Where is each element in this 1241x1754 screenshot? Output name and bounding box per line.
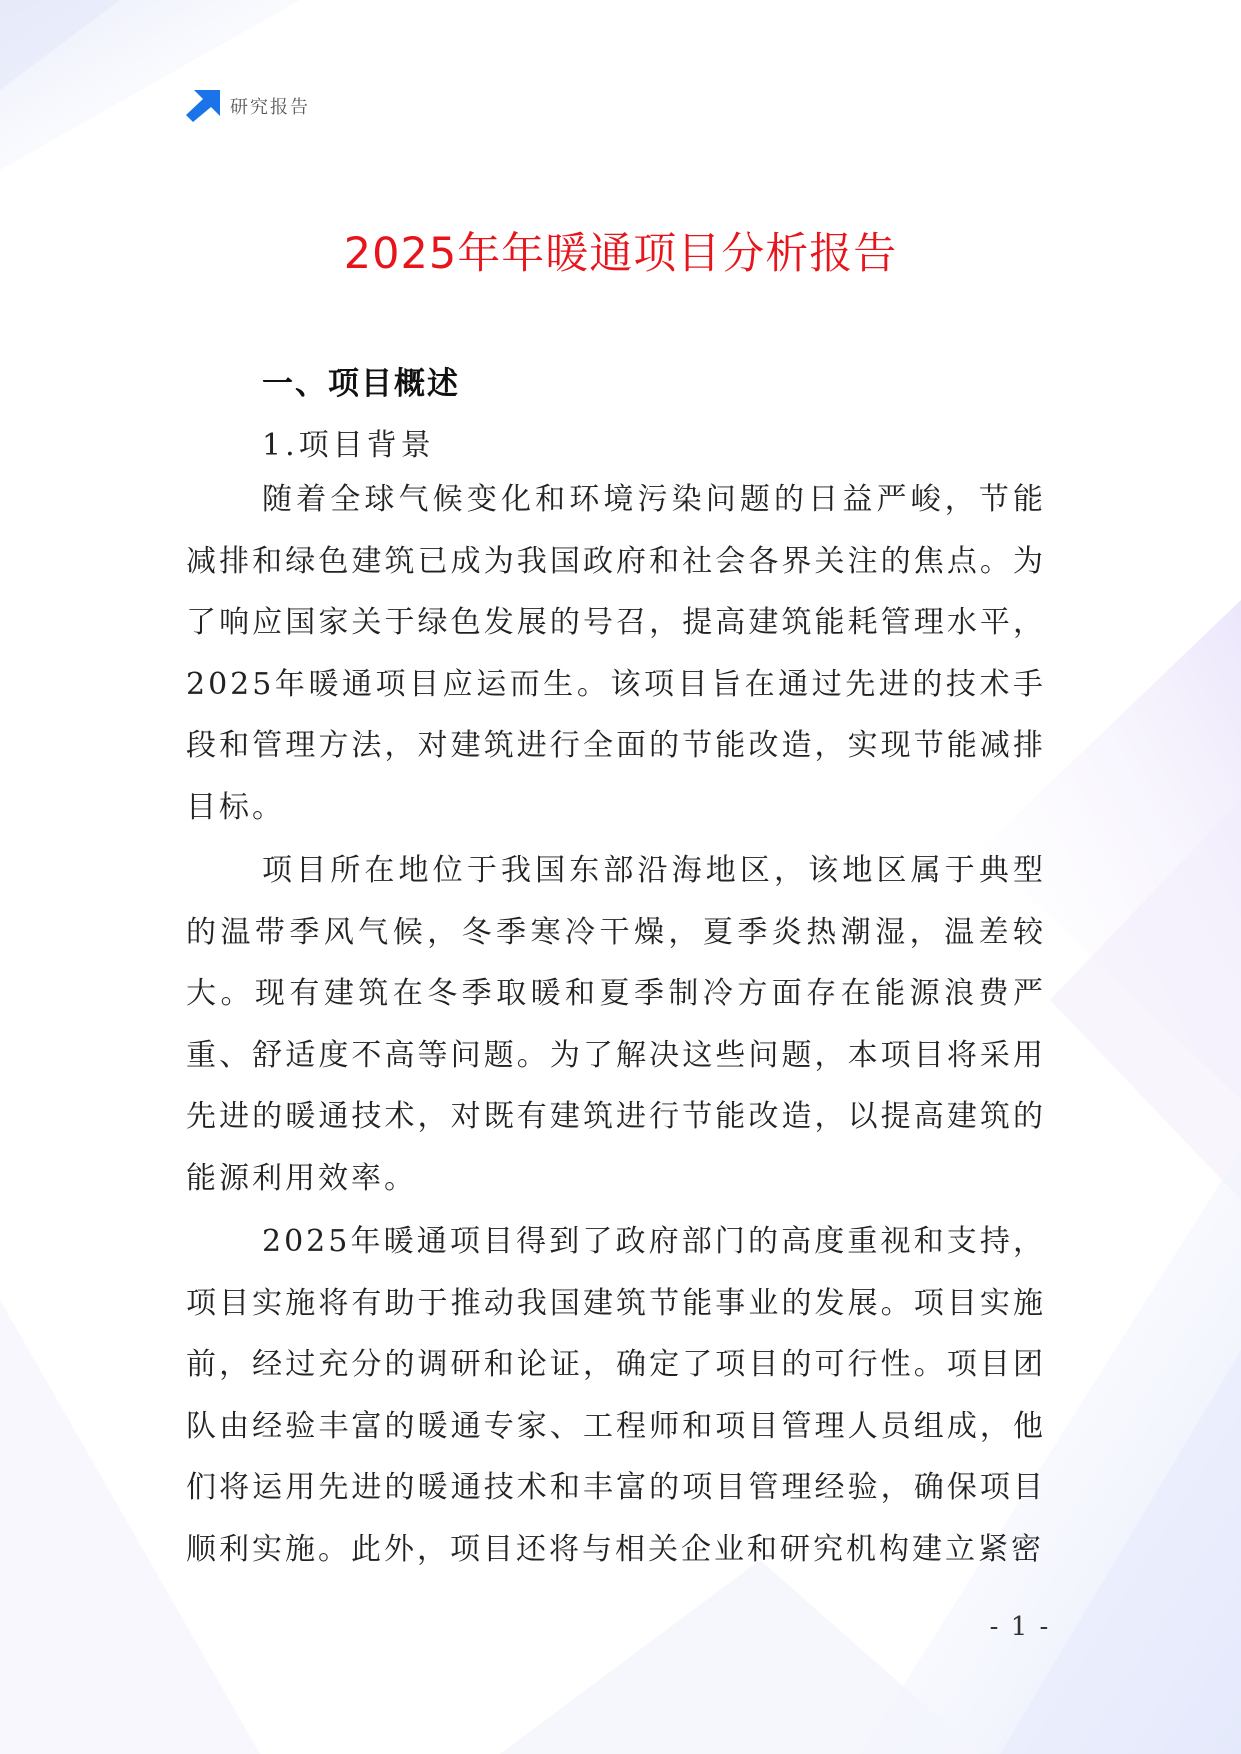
paragraph: 项目所在地位于我国东部沿海地区，该地区属于典型的温带季风气候，冬季寒冷干燥，夏季炎热潮湿，温差较大。现有建筑在冬季取暖和夏季制冷方面存在能源浪费严重、舒适度不高等问题。为了解决这些问题，本项目将采用先进的暖通技术，对既有建筑进行节能改造，以提高建筑的能源利用效率。	[186, 853, 1046, 1196]
paragraph: 随着全球气候变化和环境污染问题的日益严峻，节能减排和绿色建筑已成为我国政府和社会各界关注的焦点。为了响应国家关于绿色发展的号召，提高建筑能耗管理水平，2025年暖通项目应运而生。该项目旨在通过先进的技术手段和管理方法，对建筑进行全面的节能改造，实现节能减排目标。	[186, 482, 1046, 825]
sub-heading: 1.项目背景	[262, 428, 435, 463]
section-heading: 一、项目概述	[262, 366, 460, 402]
arrow-up-right-icon	[186, 90, 220, 122]
document-title: 2025年年暖通项目分析报告	[343, 229, 898, 279]
page-number: - 1 -	[989, 1612, 1051, 1642]
body-text	[186, 469, 1046, 1582]
header	[186, 90, 310, 122]
header-label: 研究报告	[230, 97, 310, 118]
paragraph: 2025年暖通项目得到了政府部门的高度重视和支持，项目实施将有助于推动我国建筑节能事业的发展。项目实施前，经过充分的调研和论证，确定了项目的可行性。项目团队由经验丰富的暖通专家、工程师和项目管理人员组成，他们将运用先进的暖通技术和丰富的项目管理经验，确保项目顺利实施。此外，项目还将与相关企业和研究机构建立紧密	[186, 1224, 1046, 1567]
